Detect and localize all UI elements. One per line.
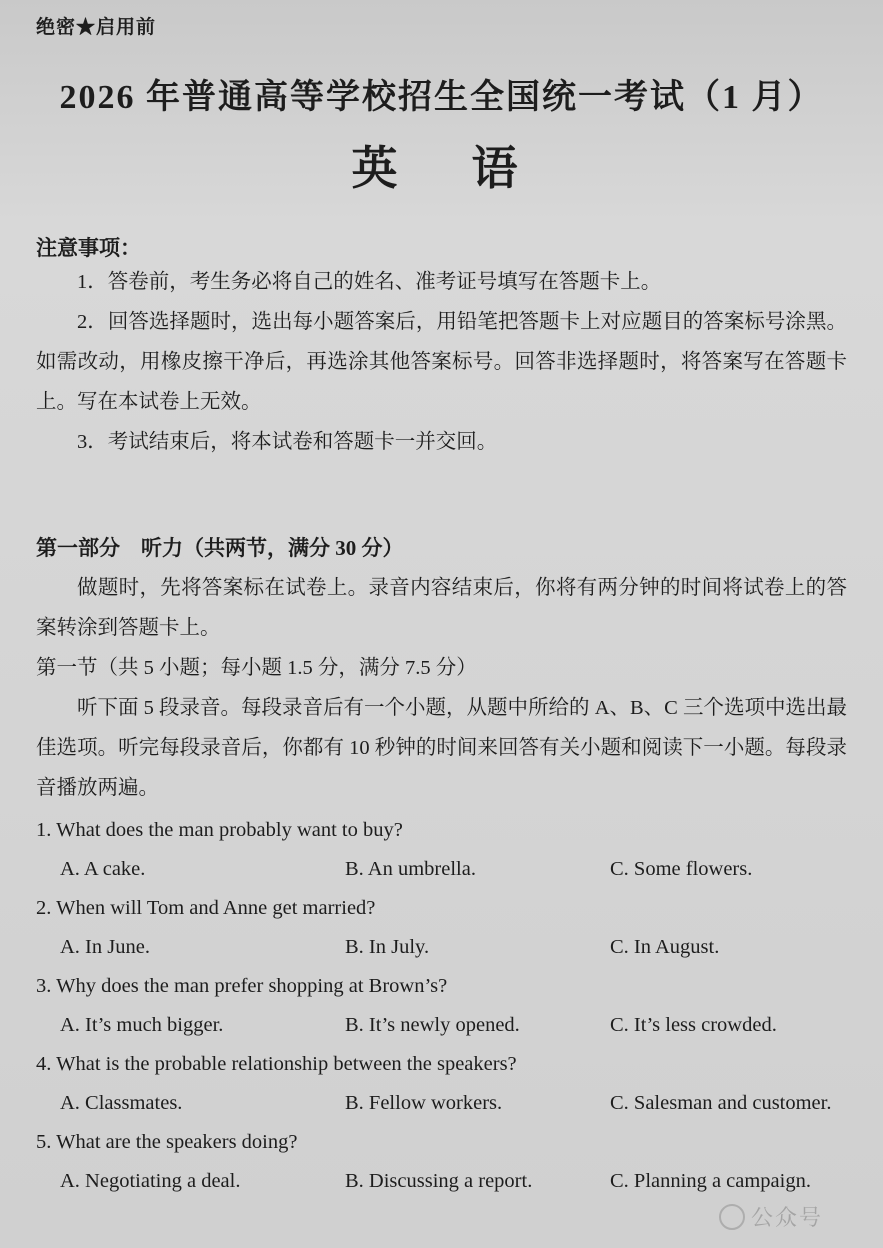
- question-options: [36, 928, 847, 966]
- part-1-heading: 第一部分 听力（共两节，满分 30 分）: [36, 536, 404, 560]
- questions-list: [36, 810, 847, 1200]
- classification-label: 绝密★启用前: [36, 17, 157, 38]
- notice-item-3: 3．考试结束后，将本试卷和答题卡一并交回。: [77, 431, 498, 453]
- section-1-heading: 第一节（共 5 小题；每小题 1.5 分，满分 7.5 分）: [36, 657, 477, 679]
- question-2: [36, 888, 847, 966]
- question-body: What is the probable relationship between the speakers?: [56, 1053, 517, 1075]
- option-c: C. Planning a campaign.: [610, 1170, 811, 1192]
- notice-item-1: 1．答卷前，考生务必将自己的姓名、准考证号填写在答题卡上。: [77, 271, 662, 293]
- question-text: [36, 1122, 847, 1162]
- option-c: C. Salesman and customer.: [610, 1092, 832, 1114]
- question-number: 1.: [36, 819, 52, 841]
- question-5: [36, 1122, 847, 1200]
- option-c: C. Some flowers.: [610, 858, 753, 880]
- subject-title: 英 语: [351, 143, 532, 194]
- question-options: [36, 1162, 847, 1200]
- option-c: C. In August.: [610, 936, 720, 958]
- question-options: [36, 850, 847, 888]
- option-a: A. In June.: [60, 936, 150, 958]
- question-body: What are the speakers doing?: [56, 1131, 298, 1153]
- option-a: A. It’s much bigger.: [60, 1014, 224, 1036]
- notice-item-2: 2．回答选择题时，选出每小题答案后，用铅笔把答题卡上对应题目的答案标号涂黑。如需改动，用橡皮擦干净后，再选涂其他答案标号。回答非选择题时，将答案写在答题卡上。写在本试卷上无效。: [36, 311, 847, 413]
- question-body: When will Tom and Anne get married?: [56, 897, 376, 919]
- question-1: [36, 810, 847, 888]
- notice-section: [36, 232, 847, 462]
- question-text: [36, 888, 847, 928]
- option-b: B. It’s newly opened.: [345, 1014, 520, 1036]
- part-1-intro: 做题时，先将答案标在试卷上。录音内容结束后，你将有两分钟的时间将试卷上的答案转涂到答题卡上。: [36, 577, 847, 639]
- watermark-logo-icon: [719, 1204, 745, 1230]
- option-b: B. Discussing a report.: [345, 1170, 533, 1192]
- option-b: B. In July.: [345, 936, 430, 958]
- question-number: 2.: [36, 897, 52, 919]
- question-text: [36, 966, 847, 1006]
- option-a: A. Negotiating a deal.: [60, 1170, 241, 1192]
- question-text: [36, 810, 847, 850]
- question-options: [36, 1084, 847, 1122]
- question-number: 5.: [36, 1131, 52, 1153]
- part-1-section: [36, 528, 847, 808]
- question-number: 4.: [36, 1053, 52, 1075]
- option-c: C. It’s less crowded.: [610, 1014, 777, 1036]
- notice-heading: 注意事项：: [36, 236, 141, 260]
- question-body: Why does the man prefer shopping at Brown’s?: [56, 975, 448, 997]
- option-b: B. Fellow workers.: [345, 1092, 503, 1114]
- question-number: 3.: [36, 975, 52, 997]
- question-options: [36, 1006, 847, 1044]
- exam-title: 2026 年普通高等学校招生全国统一考试（1 月）: [59, 79, 824, 116]
- option-a: A. A cake.: [60, 858, 146, 880]
- option-b: B. An umbrella.: [345, 858, 476, 880]
- question-text: [36, 1044, 847, 1084]
- watermark-text: 公众号: [750, 1205, 823, 1230]
- watermark: [719, 1201, 823, 1232]
- question-3: [36, 966, 847, 1044]
- question-4: [36, 1044, 847, 1122]
- question-body: What does the man probably want to buy?: [56, 819, 403, 841]
- option-a: A. Classmates.: [60, 1092, 183, 1114]
- section-1-intro: 听下面 5 段录音。每段录音后有一个小题，从题中所给的 A、B、C 三个选项中选出最佳选项。听完每段录音后，你都有 10 秒钟的时间来回答有关小题和阅读下一小题。每段录音播放两遍。: [36, 697, 847, 799]
